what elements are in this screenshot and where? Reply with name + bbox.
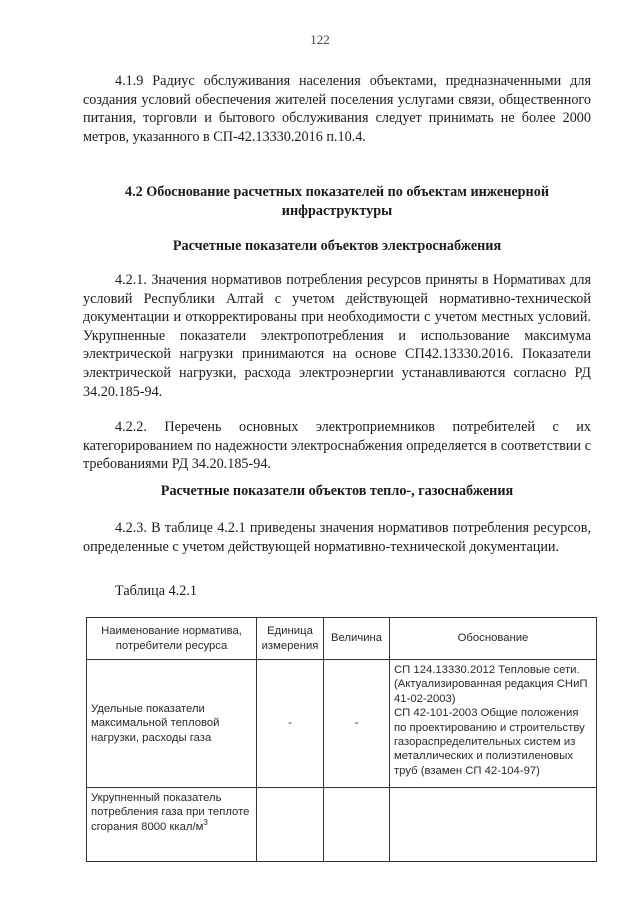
page-number: 122 [310,32,330,47]
header-value: Величина [324,618,390,660]
subheading-power-supply: Расчетные показатели объектов электроснабжения [172,238,502,254]
table-header-row [87,618,597,660]
cell-unit: - [257,660,324,788]
paragraph-text: 4.2.1. Значения нормативов потребления ресурсов приняты в Нормативах для условий Республики Алтай с учетом действующей нормативно-технической документации и откорректированы при необходимости с учетом местных условий. Укрупненные показатели электропотребления и использование максимума электрической нагрузки принимаются на основе СП42.13330.2016. Показатели электрической нагрузки, расхода электроэнергии устанавливаются согласно РД 34.20.185-94. [83,272,591,400]
table-caption: Таблица 4.2.1 [115,583,197,599]
header-unit: Единица измерения [257,618,324,660]
paragraph-4-2-3 [83,519,591,556]
section-heading-4-2: 4.2 Обоснование расчетных показателей по объектам инженерной инфраструктуры [124,184,550,219]
cell-name: Удельные показатели максимальной тепловой нагрузки, расходы газа [87,660,257,788]
cell-unit [257,788,324,862]
cell-basis: СП 124.13330.2012 Тепловые сети. (Актуализированная редакция СНиП 41-02-2003) СП 42-101-2003 Общие положения по проектированию и строительству газораспределительных систем из металлических и полиэтиленовых труб (взамен СП 42-104-97) [390,660,597,788]
header-name: Наименование норматива, потребители ресурса [87,618,257,660]
cell-value [324,788,390,862]
cell-name [87,788,257,862]
cell-name-text: Укрупненный показатель потребления газа при теплоте сгорания 8000 ккал/м [91,792,250,833]
paragraph-text: 4.1.9 Радиус обслуживания населения объектами, предназначенными для создания условий обеспечения жителей поселения услугами связи, общественного питания, торговли и бытового обслуживания следует принимать не более 2000 метров, указанного в СП-42.13330.2016 п.10.4. [83,73,591,145]
header-basis: Обоснование [390,618,597,660]
table-row [87,788,597,862]
paragraph-4-2-1 [83,271,591,401]
subheading-heat-gas-supply: Расчетные показатели объектов тепло-, газоснабжения [160,483,514,499]
cell-value: - [324,660,390,788]
paragraph-text: 4.2.2. Перечень основных электроприемников потребителей с их категорированием по надежности электроснабжения определяется в соответствии с требованиями РД 34.20.185-94. [83,419,591,473]
paragraph-text: 4.2.3. В таблице 4.2.1 приведены значения нормативов потребления ресурсов, определенные с учетом действующей нормативно-технической документации. [83,520,591,555]
norms-table [86,617,597,862]
table-row [87,660,597,788]
cell-basis [390,788,597,862]
paragraph-4-1-9 [83,72,591,146]
cell-name-superscript: 3 [203,818,208,828]
paragraph-4-2-2 [83,418,591,474]
